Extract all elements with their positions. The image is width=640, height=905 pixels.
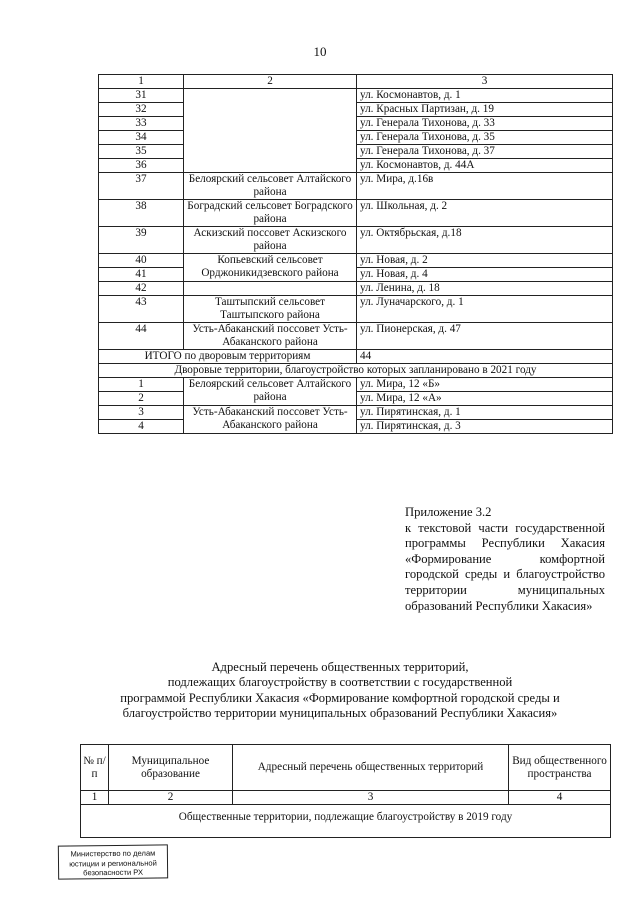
address-cell: ул. Генерала Тихонова, д. 37 (357, 145, 613, 159)
table-row (99, 378, 613, 392)
header-cell: Адресный перечень общественных территорий (233, 745, 509, 791)
row-number: 36 (99, 159, 184, 173)
address-cell: ул. Октябрьская, д.18 (357, 227, 613, 254)
header-cell: № п/п (81, 745, 109, 791)
row-number: 3 (99, 406, 184, 420)
municipality-cell: Аскизский поссовет Аскизского района (184, 227, 357, 254)
table-row (99, 200, 613, 227)
page-number: 10 (313, 44, 327, 59)
header-cell: Муниципальное образование (109, 745, 233, 791)
row-number: 37 (99, 173, 184, 200)
header-cell: Вид общественного пространства (509, 745, 611, 791)
heading-line: Адресный перечень общественных территорий, (211, 660, 469, 674)
table-row (99, 296, 613, 323)
municipality-cell (184, 282, 357, 296)
address-cell: ул. Генерала Тихонова, д. 33 (357, 117, 613, 131)
municipality-cell: Таштыпский сельсовет Таштыпского района (184, 296, 357, 323)
heading-line: подлежащих благоустройству в соответствии с государственной (167, 675, 513, 690)
address-cell: ул. Новая, д. 2 (357, 254, 613, 268)
stamp-line: юстиции и региональной (69, 858, 157, 868)
table-row (99, 323, 613, 350)
table-header-row (81, 745, 611, 791)
public-territories-table (80, 744, 611, 838)
municipality-cell: Боградский сельсовет Боградского района (184, 200, 357, 227)
column-number-row (81, 791, 611, 805)
stamp-line: безопасности РХ (83, 867, 144, 878)
appendix-note (405, 505, 605, 614)
address-cell: ул. Пионерская, д. 47 (357, 323, 613, 350)
address-cell: ул. Пирятинская, д. 1 (357, 406, 613, 420)
column-number: 4 (509, 791, 611, 805)
section-row (81, 805, 611, 838)
row-number: 44 (99, 323, 184, 350)
section-title-2021: Дворовые территории, благоустройство которых запланировано в 2021 году (99, 364, 613, 378)
row-number: 42 (99, 282, 184, 296)
municipality-cell: Белоярский сельсовет Алтайского района (184, 173, 357, 200)
courtyard-territories-table (98, 74, 613, 434)
row-number: 38 (99, 200, 184, 227)
header-cell: 3 (357, 75, 613, 89)
municipality-cell: Усть-Абаканский поссовет Усть-Абаканского района (184, 323, 357, 350)
row-number: 39 (99, 227, 184, 254)
appendix-body: к текстовой части государственной программы Республики Хакасия «Формирование комфортной городской среды и благоустройство территории муниципальных образований Республики Хакасия» (405, 520, 605, 613)
header-cell: 1 (99, 75, 184, 89)
heading-line: благоустройство территории муниципальных образований Республики Хакасия» (122, 706, 558, 721)
ministry-stamp (58, 844, 168, 879)
row-number: 41 (99, 268, 184, 282)
column-number: 2 (109, 791, 233, 805)
address-cell: ул. Мира, 12 «А» (357, 392, 613, 406)
row-number: 35 (99, 145, 184, 159)
address-cell: ул. Красных Партизан, д. 19 (357, 103, 613, 117)
row-number: 32 (99, 103, 184, 117)
stamp-line: Министерство по делам (70, 848, 156, 859)
address-cell: ул. Космонавтов, д. 44А (357, 159, 613, 173)
address-cell: ул. Космонавтов, д. 1 (357, 89, 613, 103)
address-cell: ул. Новая, д. 4 (357, 268, 613, 282)
address-cell: ул. Мира, 12 «Б» (357, 378, 613, 392)
column-number: 3 (233, 791, 509, 805)
address-cell: ул. Мира, д.16в (357, 173, 613, 200)
address-cell: ул. Школьная, д. 2 (357, 200, 613, 227)
heading-line: программой Республики Хакасия «Формирование комфортной городской среды и (120, 690, 560, 705)
row-number: 40 (99, 254, 184, 268)
row-number: 2 (99, 392, 184, 406)
table-row (99, 254, 613, 268)
municipality-cell: Усть-Абаканский поссовет Усть-Абаканского района (184, 406, 357, 434)
table-header-row (99, 75, 613, 89)
table-row (99, 173, 613, 200)
column-number: 1 (81, 791, 109, 805)
row-number: 4 (99, 420, 184, 434)
section-title-2019: Общественные территории, подлежащие благоустройству в 2019 году (81, 805, 611, 838)
total-value: 44 (357, 350, 613, 364)
appendix-title: Приложение 3.2 (405, 505, 492, 519)
municipality-cell: Белоярский сельсовет Алтайского района (184, 378, 357, 406)
section-row (99, 364, 613, 378)
address-cell: ул. Ленина, д. 18 (357, 282, 613, 296)
table-row (99, 406, 613, 420)
row-number: 31 (99, 89, 184, 103)
total-row (99, 350, 613, 364)
address-cell: ул. Генерала Тихонова, д. 35 (357, 131, 613, 145)
total-label: ИТОГО по дворовым территориям (99, 350, 357, 364)
table-row (99, 89, 613, 103)
row-number: 43 (99, 296, 184, 323)
row-number: 33 (99, 117, 184, 131)
table-row (99, 227, 613, 254)
address-cell: ул. Пирятинская, д. 3 (357, 420, 613, 434)
table-row (99, 282, 613, 296)
row-number: 34 (99, 131, 184, 145)
row-number: 1 (99, 378, 184, 392)
header-cell: 2 (184, 75, 357, 89)
address-cell: ул. Луначарского, д. 1 (357, 296, 613, 323)
list-heading (60, 660, 620, 722)
municipality-cell: Копьевский сельсовет Орджоникидзевского района (184, 254, 357, 282)
municipality-cell (184, 89, 357, 173)
